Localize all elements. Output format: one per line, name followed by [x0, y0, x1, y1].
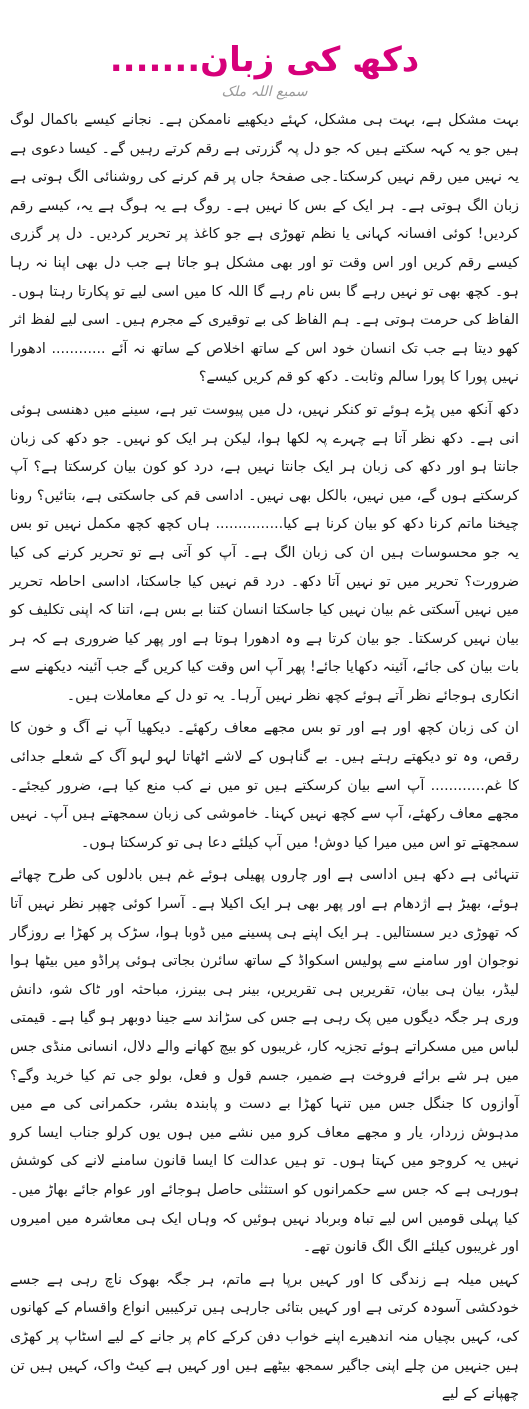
article-paragraph-3: ان کی زبان کچھ اور ہے اور تو بس مجھے معاف رکھئے۔ دیکھیا آپ نے آگ و خون کا رقص، وہ تو دیکھتے رہتے ہیں۔ بے گناہوں کے لاشے اٹھاتا لہو لہو آگ کے شعلے جدائی کا غم............ آپ اسے بیان کرسکتے ہیں تو میں نے کب منع کیا ہے، ضرور کیجئے۔ مجھے معاف رکھئے، آپ سے کچھ نہیں کہنا۔ خاموشی کی زبان سمجھتے ہیں آپ۔ نہیں سمجھتے تو اس میں میرا کیا دوش! میں آپ کیلئے دعا ہی تو کرسکتا ہوں۔	[10, 720, 519, 851]
article-paragraph-2: دکھ آنکھ میں پڑے ہوئے تو کنکر نہیں، دل میں پیوست تیر ہے، سینے میں دھنسی ہوئی انی ہے۔ دکھ نظر آتا ہے چہرے پہ لکھا ہوا، لیکن ہر ایک کو نہیں۔ جو دکھ کی زبان جانتا ہو اور دکھ کی زبان ہر ایک جانتا نہیں ہے، درد کو کون بیان کرسکتا ہے؟ آپ کرسکتے ہوں گے، میں نہیں، بالکل بھی نہیں۔ اداسی قم کی جاسکتی ہے، بتائیں؟ رونا چیخنا ماتم کرنا دکھ کو بیان کرنا ہے کیا............... ہاں کچھ کچھ مکمل نہیں تو بس یہ جو محسوسات ہیں ان کی زبان الگ ہے۔ آپ کو آتی ہے تو تحریر کرنے کی کیا ضرورت؟ تحریر میں تو نہیں آتا دکھ۔ درد قم نہیں کیا جاسکتا، اداسی احاطہ تحریر میں نہیں آسکتی غم بیان نہیں کیا جاسکتا انسان کتنا بے بس ہے، اتنا کہ اپنی تکلیف کو بیان نہیں کرسکتا۔ جو بیان کرتا ہے وہ ادھورا ہوتا ہے اور پھر کیا ضروری ہے کہ ہر بات بیان کی جائے، آئینہ دکھایا جائے! پھر آپ اس وقت کیا کریں گے جب آئینہ دیکھنے سے انکاری ہوجائے نظر آتے ہوئے کچھ نظر نہیں آرہا۔ یہ تو دل کے معاملات ہیں۔	[10, 401, 519, 704]
article-paragraph-5: کہیں میلہ ہے زندگی کا اور کہیں برپا ہے ماتم، ہر جگہ بھوک ناچ رہی ہے جسے خودکشی آسودہ کرتی ہے اور کہیں بتائی جارہی ہیں ترکیبیں انواع واقسام کے کھانوں کی، کہیں بچیاں منہ اندھیرے اپنے خواب دفن کرکے کام پر جانے کے لیے اسٹاپ پر کھڑی ہیں جنہیں من چلے اپنی جاگیر سمجھ بیٹھے ہیں اور کہیں ہے کیٹ واک، کہیں ہیں تن چھپانے کے لیے	[10, 1271, 519, 1403]
article-paragraph-4: تنہائی ہے دکھ ہیں اداسی ہے اور چاروں پھیلی ہوئے غم ہیں بادلوں کی طرح چھائے ہوئے، بھیڑ ہے اژدھام ہے اور پھر بھی ہر ایک اکیلا ہے۔ آسرا کوئی چھپر نظر نہیں آتا کہ تھوڑی دیر سستالیں۔ ہر ایک اپنے ہی پسینے میں ڈوبا ہوا، سڑک پر کھڑا بے روزگار نوجوان اور سامنے سے پولیس اسکواڈ کے ساتھ سائرن بجاتی ہوئی پراڈو میں بیٹھا ہوا لیڈر، بیان ہی بیان، تقریریں ہی تقریریں، بینر ہی بینرز، مباحثہ اور ٹاک شو، دانش وری ہر جگہ دیگوں میں پک رہی ہے جس کی سڑاند سے جینا دوبھر ہو گیا ہے۔ قیمتی لباس میں مسکراتے ہوئے تجزیہ کار، غریبوں کو بیچ کھانے والے دلال، انسانی منڈی جس میں ہر شے برائے فروخت ہے ضمیر، جسم قول و فعل، بولو جی تم کیا خرید وگے؟ آوازوں کا جنگل جس میں تنہا کھڑا بے دست و پابندہ بشر، حکمرانی کی مے میں مدہوش زردار، یار و مجھے معاف کرو میں نشے میں ہوں یوں کرلو جناب ایسا کرو نہیں یہ کروجو میں کہتا ہوں۔ تو ہیں عدالت کا ایسا قانون سامنے لانے کی کوشش ہورہی ہے کہ جس سے حکمرانوں کو استثنٰی حاصل ہوجائے اور عوام جائے بھاڑ میں۔ کیا پہلی قومیں اس لیے تباہ وبرباد نہیں ہوئیں کہ وہاں ایک ہی معاشرہ میں امیروں اور غریبوں کیلئے الگ الگ قانون تھے۔	[10, 867, 519, 1256]
article-title: دکھ کی زبان.......	[109, 40, 420, 80]
article-author: سمیع اللہ ملک	[221, 84, 308, 100]
article-paragraph-1: بہت مشکل ہے، بہت ہی مشکل، کہئے دیکھیے ناممکن ہے۔ نجانے کیسے باکمال لوگ ہیں جو یہ کہہ سکتے ہیں کہ جو دل پہ گزرتی ہے رقم کرتے رہیں گے۔ کیسا دعوی ہے یہ نہیں میں رقم نہیں کرسکتا۔جی صفحۂ جاں پر قم کرنے کی روشنائی الگ ہوتی ہے زبان الگ ہوتی ہے۔ ہر ایک کے بس کا نہیں ہے۔ روگ ہے یہ ہوگ ہے یہ، کیسے رقم کردیں! کوئی افسانہ کہانی یا نظم تھوڑی ہے جو کاغذ پر تحریر کردیں۔ دل پر گزری کیسے رقم کریں اور اس وقت تو اور بھی مشکل ہو جاتا ہے جب دل بھی اپنا نہ رہا ہو۔ کچھ بھی تو نہیں رہے گا بس نام رہے گا اللہ کا میں اسی لیے تو پکارتا رہتا ہوں۔ الفاظ کی حرمت ہوتی ہے۔ ہم الفاظ کی بے توقیری کے مجرم ہیں۔ اسی لیے لفظ اثر کھو دیتا ہے جب تک انسان خود اس کے ساتھ اخلاص کے ساتھ نہ آئے ............ ادھورا نہیں پورا کا پورا سالم وثابت۔ دکھ کو قم کریں کیسے؟	[10, 112, 519, 386]
